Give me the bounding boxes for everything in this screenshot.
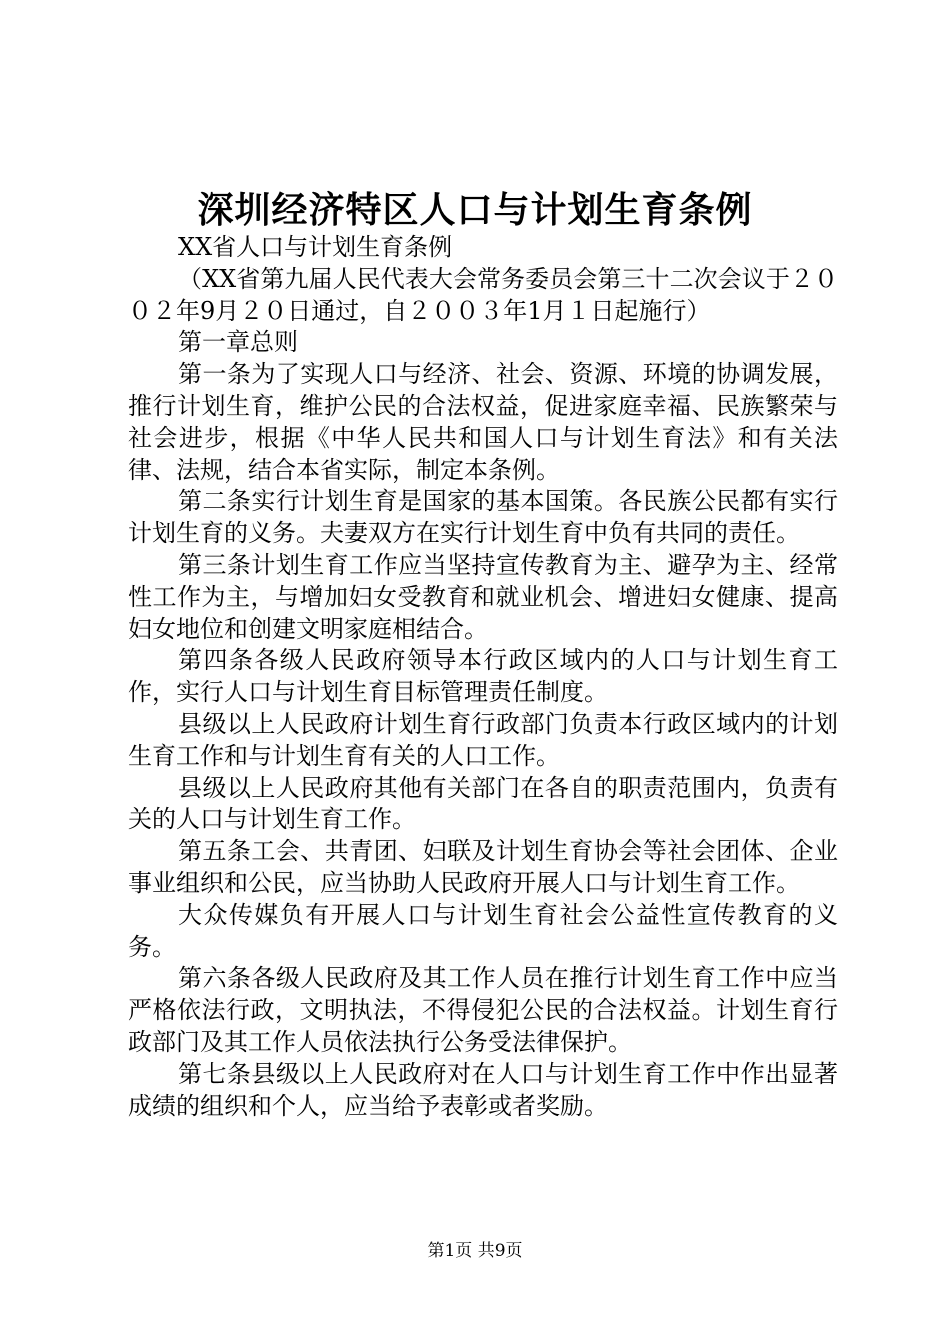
paragraph-article-2: 第二条实行计划生育是国家的基本国策。各民族公民都有实行计划生育的义务。夫妻双方在实行计划生育中负有共同的责任。 (128, 487, 838, 548)
paragraph-article-3: 第三条计划生育工作应当坚持宣传教育为主、避孕为主、经常性工作为主，与增加妇女受教育和就业机会、增进妇女健康、提高妇女地位和创建文明家庭相结合。 (128, 550, 838, 643)
document-title: 深圳经济特区人口与计划生育条例 (197, 189, 753, 231)
paragraph-article-5: 第五条工会、共青团、妇联及计划生育协会等社会团体、企业事业组织和公民，应当协助人民政府开展人口与计划生育工作。 (128, 837, 838, 897)
page-footer (0, 1240, 950, 1262)
paragraph-article-1: 第一条为了实现人口与经济、社会、资源、环境的协调发展，推行计划生育，维护公民的合法权益，促进家庭幸福、民族繁荣与社会进步，根据《中华人民共和国人口与计划生育法》和有关法律、法规，结合本省实际，制定本条例。 (128, 360, 838, 484)
paragraph-article-4-clause-2: 县级以上人民政府计划生育行政部门负责本行政区域内的计划生育工作和与计划生育有关的人口工作。 (128, 709, 838, 770)
paragraph-article-4: 第四条各级人民政府领导本行政区域内的人口与计划生育工作，实行人口与计划生育目标管理责任制度。 (128, 646, 838, 707)
document-body (128, 232, 838, 1122)
paragraph-article-4-clause-3: 县级以上人民政府其他有关部门在各自的职责范围内，负责有关的人口与计划生育工作。 (128, 773, 838, 834)
paragraph-article-7: 第七条县级以上人民政府对在人口与计划生育工作中作出显著成绩的组织和个人，应当给予表彰或者奖励。 (128, 1059, 838, 1120)
adoption-note: （XX省第九届人民代表大会常务委员会第三十二次会议于２００２年9月２０日通过，自２００３年1月１日起施行） (128, 264, 838, 325)
paragraph-article-6: 第六条各级人民政府及其工作人员在推行计划生育工作中应当严格依法行政，文明执法，不得侵犯公民的合法权益。计划生育行政部门及其工作人员依法执行公务受法律保护。 (128, 964, 838, 1056)
subtitle: XX省人口与计划生育条例 (178, 233, 453, 261)
page-indicator: 第1页 共9页 (427, 1241, 523, 1261)
chapter-heading: 第一章总则 (178, 328, 298, 357)
paragraph-article-5-clause-2: 大众传媒负有开展人口与计划生育社会公益性宣传教育的义务。 (128, 900, 838, 961)
